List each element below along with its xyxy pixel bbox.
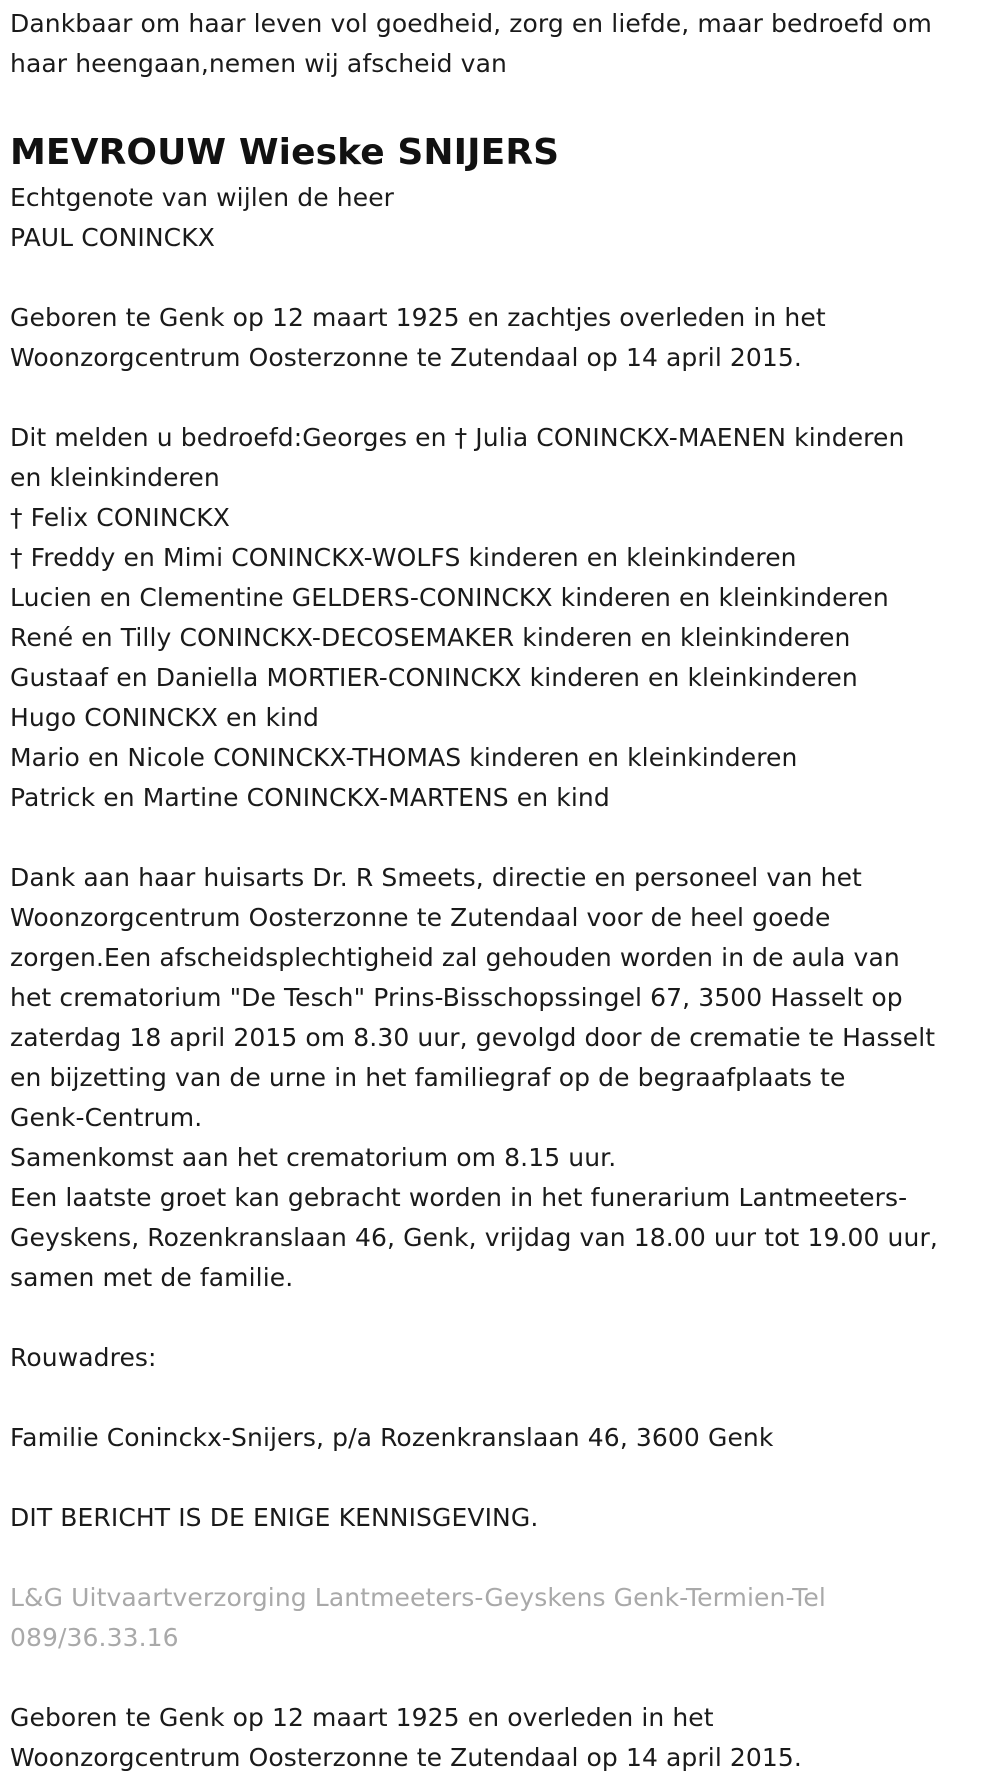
- mourning-address: Familie Coninckx-Snijers, p/a Rozenkranslaan 46, 3600 Genk: [10, 1423, 774, 1452]
- spacer: [10, 1458, 995, 1498]
- spacer: [10, 1378, 995, 1418]
- birth-death-text: [10, 298, 995, 378]
- spacer: [10, 378, 995, 418]
- ceremony-line: Dank aan haar huisarts Dr. R Smeets, directie en personeel van het: [10, 863, 862, 892]
- birth-death-line: Woonzorgcentrum Oosterzonne te Zutendaal op 14 april 2015.: [10, 343, 802, 372]
- ceremony-line: en bijzetting van de urne in het familiegraf op de begraafplaats te: [10, 1063, 846, 1092]
- family-line: Lucien en Clementine GELDERS-CONINCKX kinderen en kleinkinderen: [10, 583, 889, 612]
- family-line: en kleinkinderen: [10, 463, 220, 492]
- birth-death-line: Geboren te Genk op 12 maart 1925 en zachtjes overleden in het: [10, 303, 826, 332]
- spacer: [10, 818, 995, 858]
- spouse-line: PAUL CONINCKX: [10, 223, 215, 252]
- intro-text: [10, 4, 995, 84]
- spouse-line: Echtgenote van wijlen de heer: [10, 183, 395, 212]
- ceremony-line: Woonzorgcentrum Oosterzonne te Zutendaal voor de heel goede: [10, 903, 831, 932]
- death-notice: [10, 4, 995, 1778]
- ceremony-line: Samenkomst aan het crematorium om 8.15 uur.: [10, 1143, 617, 1172]
- funeral-home-line: L&G Uitvaartverzorging Lantmeeters-Geyskens Genk-Termien-Tel: [10, 1583, 826, 1612]
- funeral-home-line: 089/36.33.16: [10, 1623, 179, 1652]
- birth-death-summary: [10, 1698, 995, 1778]
- deceased-name: MEVROUW Wieske SNIJERS: [10, 132, 560, 173]
- family-line: Mario en Nicole CONINCKX-THOMAS kinderen en kleinkinderen: [10, 743, 798, 772]
- spacer: [10, 84, 995, 124]
- only-notice-text: DIT BERICHT IS DE ENIGE KENNISGEVING.: [10, 1503, 539, 1532]
- family-line: Patrick en Martine CONINCKX-MARTENS en kind: [10, 783, 610, 812]
- thanks-and-ceremony-text: [10, 858, 995, 1298]
- mourning-address-label: Rouwadres:: [10, 1343, 157, 1372]
- family-line: † Freddy en Mimi CONINCKX-WOLFS kinderen en kleinkinderen: [10, 543, 797, 572]
- birth-death-line: Geboren te Genk op 12 maart 1925 en overleden in het: [10, 1703, 714, 1732]
- funeral-home-credit: [10, 1578, 995, 1658]
- ceremony-line: Genk-Centrum.: [10, 1103, 203, 1132]
- ceremony-line: Geyskens, Rozenkranslaan 46, Genk, vrijdag van 18.00 uur tot 19.00 uur,: [10, 1223, 938, 1252]
- family-list: [10, 418, 995, 818]
- birth-death-line: Woonzorgcentrum Oosterzonne te Zutendaal op 14 april 2015.: [10, 1743, 802, 1772]
- family-line: Hugo CONINCKX en kind: [10, 703, 319, 732]
- ceremony-line: zaterdag 18 april 2015 om 8.30 uur, gevolgd door de crematie te Hasselt: [10, 1023, 936, 1052]
- ceremony-line: zorgen.Een afscheidsplechtigheid zal gehouden worden in de aula van: [10, 943, 900, 972]
- ceremony-line: Een laatste groet kan gebracht worden in het funerarium Lantmeeters-: [10, 1183, 908, 1212]
- family-line: René en Tilly CONINCKX-DECOSEMAKER kinderen en kleinkinderen: [10, 623, 851, 652]
- intro-line: Dankbaar om haar leven vol goedheid, zorg en liefde, maar bedroefd om: [10, 9, 932, 38]
- ceremony-line: samen met de familie.: [10, 1263, 294, 1292]
- spouse-text: [10, 178, 995, 258]
- spacer: [10, 1538, 995, 1578]
- family-line: † Felix CONINCKX: [10, 503, 230, 532]
- ceremony-line: het crematorium "De Tesch" Prins-Bisschopssingel 67, 3500 Hasselt op: [10, 983, 903, 1012]
- spacer: [10, 1298, 995, 1338]
- family-line: Dit melden u bedroefd:Georges en † Julia CONINCKX-MAENEN kinderen: [10, 423, 905, 452]
- family-line: Gustaaf en Daniella MORTIER-CONINCKX kinderen en kleinkinderen: [10, 663, 858, 692]
- intro-line: haar heengaan,nemen wij afscheid van: [10, 49, 507, 78]
- spacer: [10, 258, 995, 298]
- spacer: [10, 1658, 995, 1698]
